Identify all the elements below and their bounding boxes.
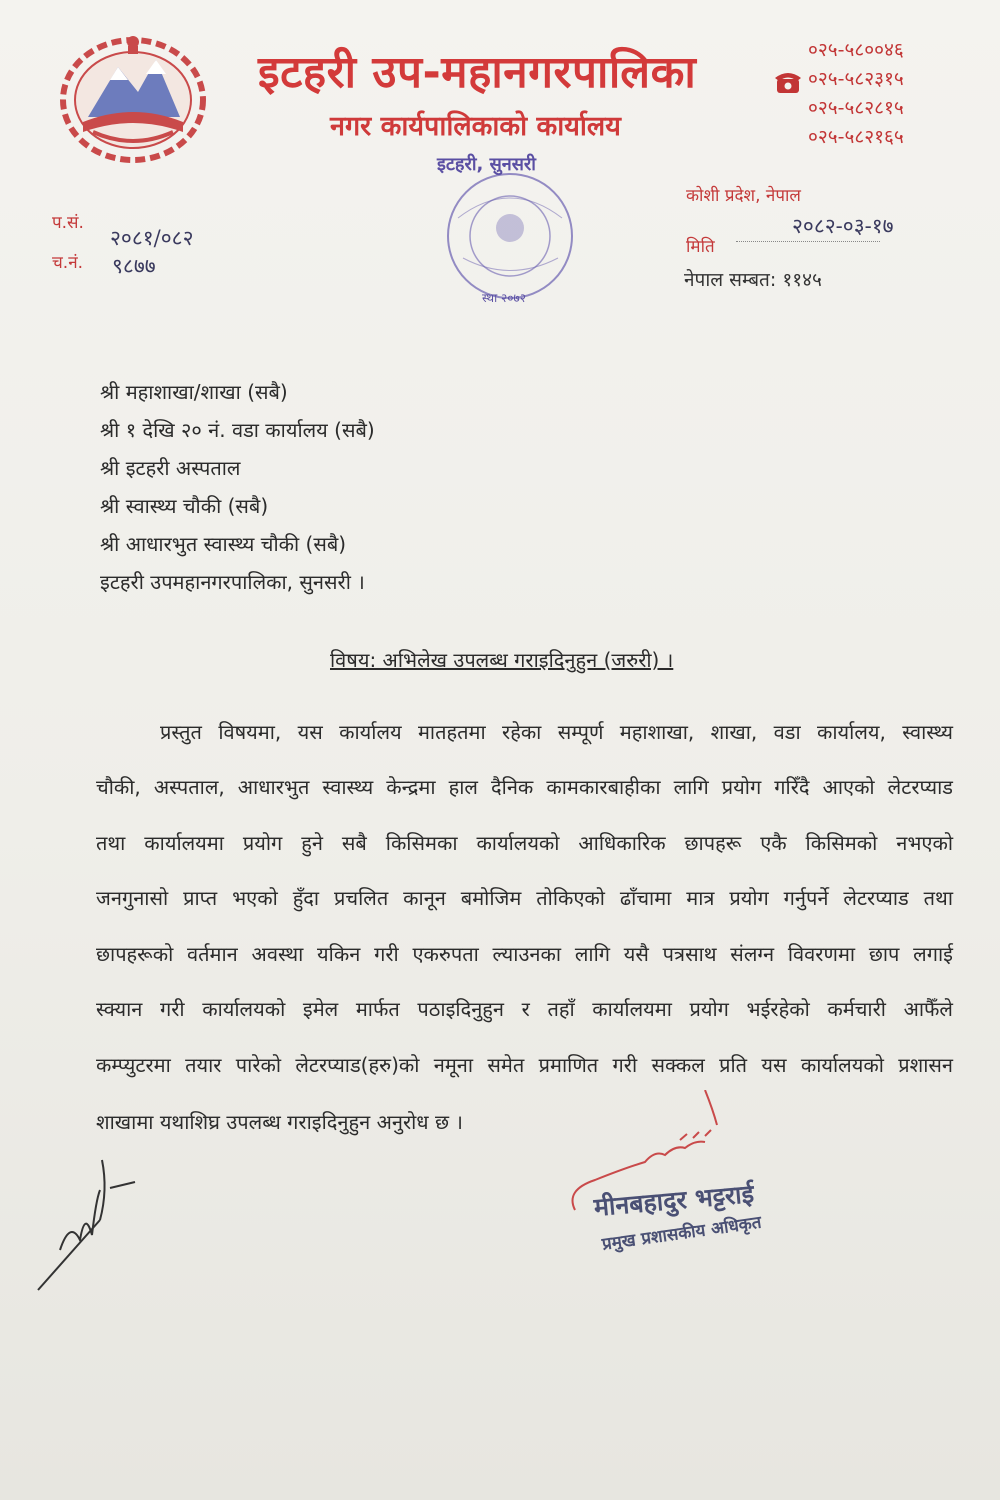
body-line: तथा कार्यालयमा प्रयोग हुने सबै किसिमका कार्यालयको आधिकारिक छापहरू एकै किसिमको नभएको — [96, 831, 953, 855]
nepal-samvat: नेपाल सम्बत: ११४५ — [684, 269, 822, 291]
initial-signature — [30, 1150, 150, 1300]
stamp-location: इटहरी, सुनसरी — [437, 154, 536, 175]
phone-number: ०२५-५८२८१५ — [808, 97, 904, 119]
date-value: २०८२-०३-१७ — [792, 214, 894, 238]
phone-number: ०२५-५८२३१५ — [808, 68, 904, 90]
cn-value: ९८७७ — [112, 254, 156, 278]
office-subtitle: नगर कार्यपालिकाको कार्यालय — [330, 111, 621, 142]
body-line: चौकी, अस्पताल, आधारभुत स्वास्थ्य केन्द्रमा हाल दैनिक कामकारबाहीका लागि प्रयोग गरिँदै आएको लेटरप्याड — [96, 775, 953, 799]
ps-label: प.सं. — [52, 213, 84, 233]
body-line: प्रस्तुत विषयमा, यस कार्यालय मातहतमा रहेका सम्पूर्ण महाशाखा, शाखा, वडा कार्यालय, स्वास्थ्य — [160, 720, 953, 744]
nepal-emblem-icon — [48, 22, 218, 172]
ps-value: २०८१/०८२ — [110, 226, 194, 250]
phone-number: ०२५-५८००४६ — [808, 39, 904, 61]
recipient: श्री १ देखि २० नं. वडा कार्यालय (सबै) — [100, 418, 375, 442]
subject-line: विषय: अभिलेख उपलब्ध गराइदिनुहुन (जरुरी) । — [330, 648, 674, 672]
organization-title: इटहरी उप-महानगरपालिका — [258, 47, 697, 98]
recipient: श्री स्वास्थ्य चौकी (सबै) — [100, 494, 269, 518]
recipient-list — [100, 373, 375, 601]
cn-label: च.नं. — [52, 253, 84, 273]
body-line: छापहरूको वर्तमान अवस्था यकिन गरी एकरुपता ल्याउनका लागि यसै पत्रसाथ संलग्न विवरणमा छाप लगाई — [96, 942, 953, 966]
date-label: मिति — [686, 237, 715, 257]
province: कोशी प्रदेश, नेपाल — [686, 186, 801, 206]
signatory-title: प्रमुख प्रशासकीय अधिकृत — [600, 1212, 763, 1255]
stamp-year: स्था २०७२ — [482, 291, 526, 305]
body-line: शाखामा यथाशिघ्र उपलब्ध गराइदिनुहुन अनुरोध छ । — [96, 1110, 463, 1134]
telephone-icon — [773, 68, 803, 96]
body-line: कम्प्युटरमा तयार पारेको लेटरप्याड(हरु)को नमूना समेत प्रमाणित गरी सक्कल प्रति यस कार्यालयको प्रशासन — [96, 1053, 953, 1077]
body-line: जनगुनासो प्राप्त भएको हुँदा प्रचलित कानून बमोजिम तोकिएको ढाँचामा मात्र प्रयोग गर्नुपर्ने लेटरप्याड तथा — [96, 886, 953, 910]
recipient: इटहरी उपमहानगरपालिका, सुनसरी । — [100, 570, 365, 594]
signatory-name: मीनबहादुर भट्टराई — [592, 1179, 756, 1222]
body-line: स्क्यान गरी कार्यालयको इमेल मार्फत पठाइदिनुहुन र तहाँ कार्यालयमा प्रयोग भईरहेको कर्मचारी आफैँले — [96, 997, 953, 1021]
recipient: श्री आधारभुत स्वास्थ्य चौकी (सबै) — [100, 532, 347, 556]
date-underline — [736, 241, 880, 242]
phone-list — [808, 36, 904, 152]
phone-number: ०२५-५८२१६५ — [808, 126, 904, 148]
recipient: श्री इटहरी अस्पताल — [100, 456, 241, 480]
recipient: श्री महाशाखा/शाखा (सबै) — [100, 380, 288, 404]
